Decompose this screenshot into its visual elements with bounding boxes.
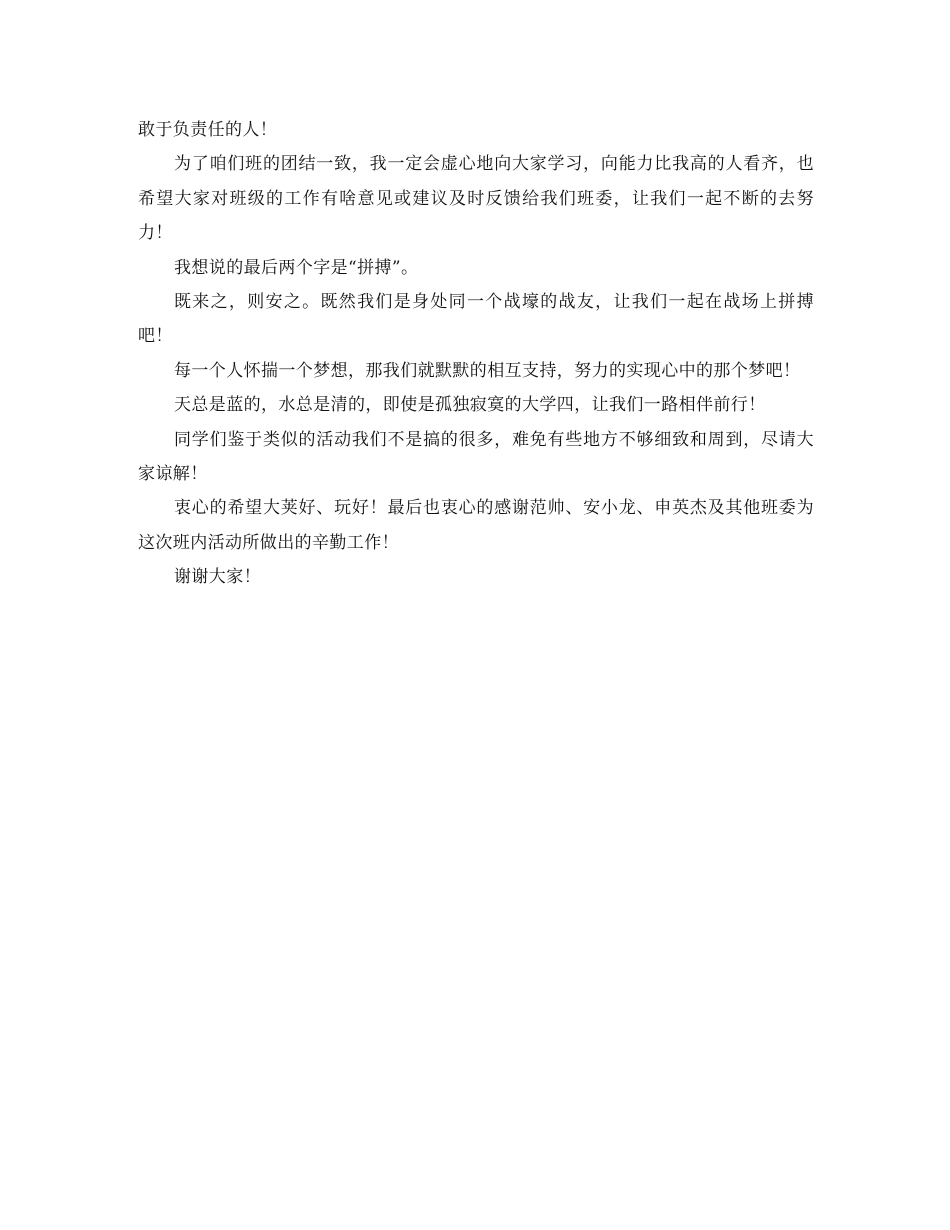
paragraph-8: 衷心的希望大荚好、玩好！最后也衷心的感谢范帅、安小龙、申英杰及其他班委为这次班内活动所做出的辛勤工作！: [138, 498, 814, 553]
paragraph-1: 敢于负责任的人！: [138, 120, 278, 140]
paragraph-3: 我想说的最后两个字是“拼搏”。: [174, 257, 419, 278]
paragraph-9: 谢谢大家！: [174, 567, 261, 588]
paragraph-2: 为了咱们班的团结一致，我一定会虚心地向大家学习，向能力比我高的人看齐，也希望大家对班级的工作有啥意见或建议及时反馈给我们班委，让我们一起不断的去努力！: [138, 154, 814, 244]
document-body: [138, 113, 814, 595]
paragraph-6: 天总是蓝的，水总是清的，即使是孤独寂寞的大学四，让我们一路相伴前行！: [174, 395, 766, 416]
paragraph-7: 同学们鉴于类似的活动我们不是搞的很多，难免有些地方不够细致和周到，尽请大家谅解！: [138, 429, 814, 485]
paragraph-4: 既来之，则安之。既然我们是身处同一个战壕的战友，让我们一起在战场上拼搏吧！: [138, 292, 814, 347]
paragraph-5: 每一个人怀揣一个梦想，那我们就默默的相互支持，努力的实现心中的那个梦吧！: [174, 360, 801, 381]
